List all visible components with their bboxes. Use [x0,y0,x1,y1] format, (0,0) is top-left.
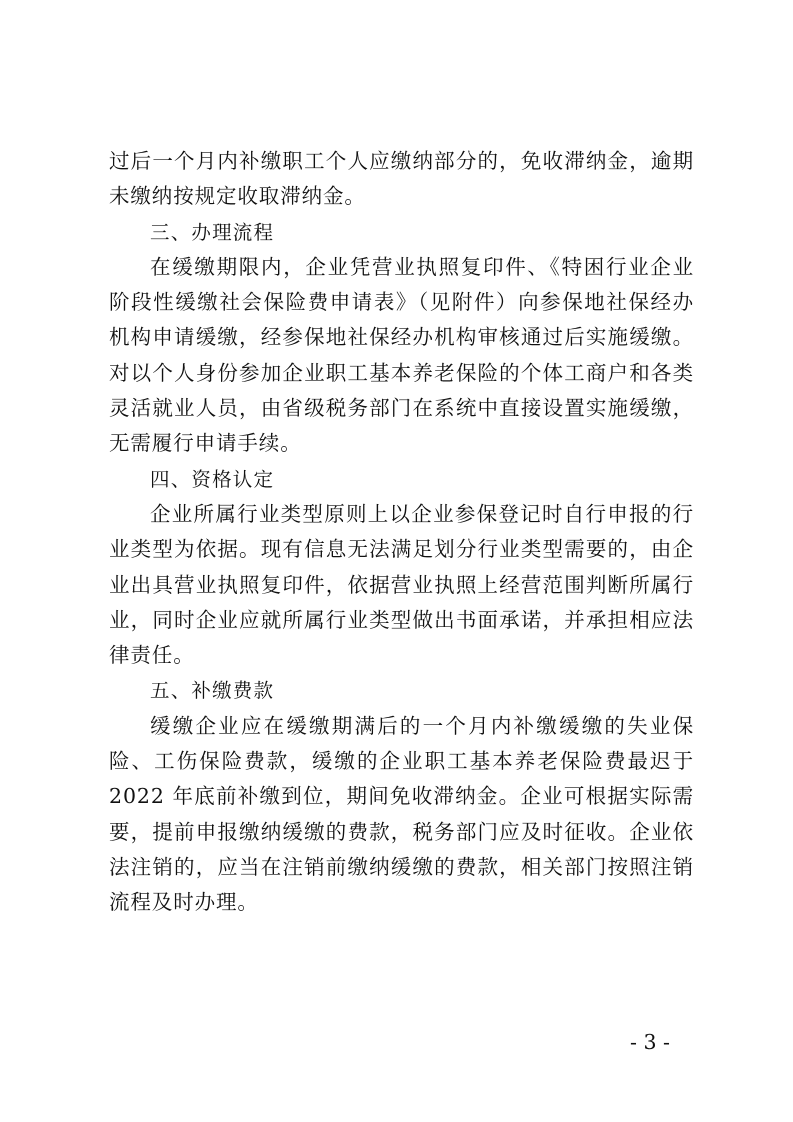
section-heading-repayment: 五、补缴费款 [150,679,275,703]
section-heading-qualification: 四、资格认定 [150,467,275,491]
document-body [109,144,694,921]
body-paragraph-qualification: 企业所属行业类型原则上以企业参保登记时自行申报的行业类型为依据。现有信息无法满足划分行业类型需要的，由企业出具营业执照复印件，依据营业执照上经营范围判断所属行业，同时企业应就所属行业类型做出书面承诺，并承担相应法律责任。 [109,501,694,668]
body-paragraph-repayment: 缓缴企业应在缓缴期满后的一个月内补缴缓缴的失业保险、工伤保险费款，缓缴的企业职工基本养老保险费最迟于 2022 年底前补缴到位，期间免收滞纳金。企业可根据实际需要，提前申报缴纳缓缴的费款，税务部门应及时征收。企业依法注销的，应当在注销前缴纳缓缴的费款，相关部门按照注销流程及时办理。 [109,713,694,915]
page-number: - 3 - [630,1030,670,1054]
section-heading-process: 三、办理流程 [150,220,275,244]
body-paragraph-process: 在缓缴期限内，企业凭营业执照复印件、《特困行业企业阶段性缓缴社会保险费申请表》（见附件）向参保地社保经办机构申请缓缴，经参保地社保经办机构审核通过后实施缓缴。对以个人身份参加企业职工基本养老保险的个体工商户和各类灵活就业人员，由省级税务部门在系统中直接设置实施缓缴，无需履行申请手续。 [109,254,694,456]
body-paragraph-continued: 过后一个月内补缴职工个人应缴纳部分的，免收滞纳金，逾期未缴纳按规定收取滞纳金。 [109,149,694,209]
